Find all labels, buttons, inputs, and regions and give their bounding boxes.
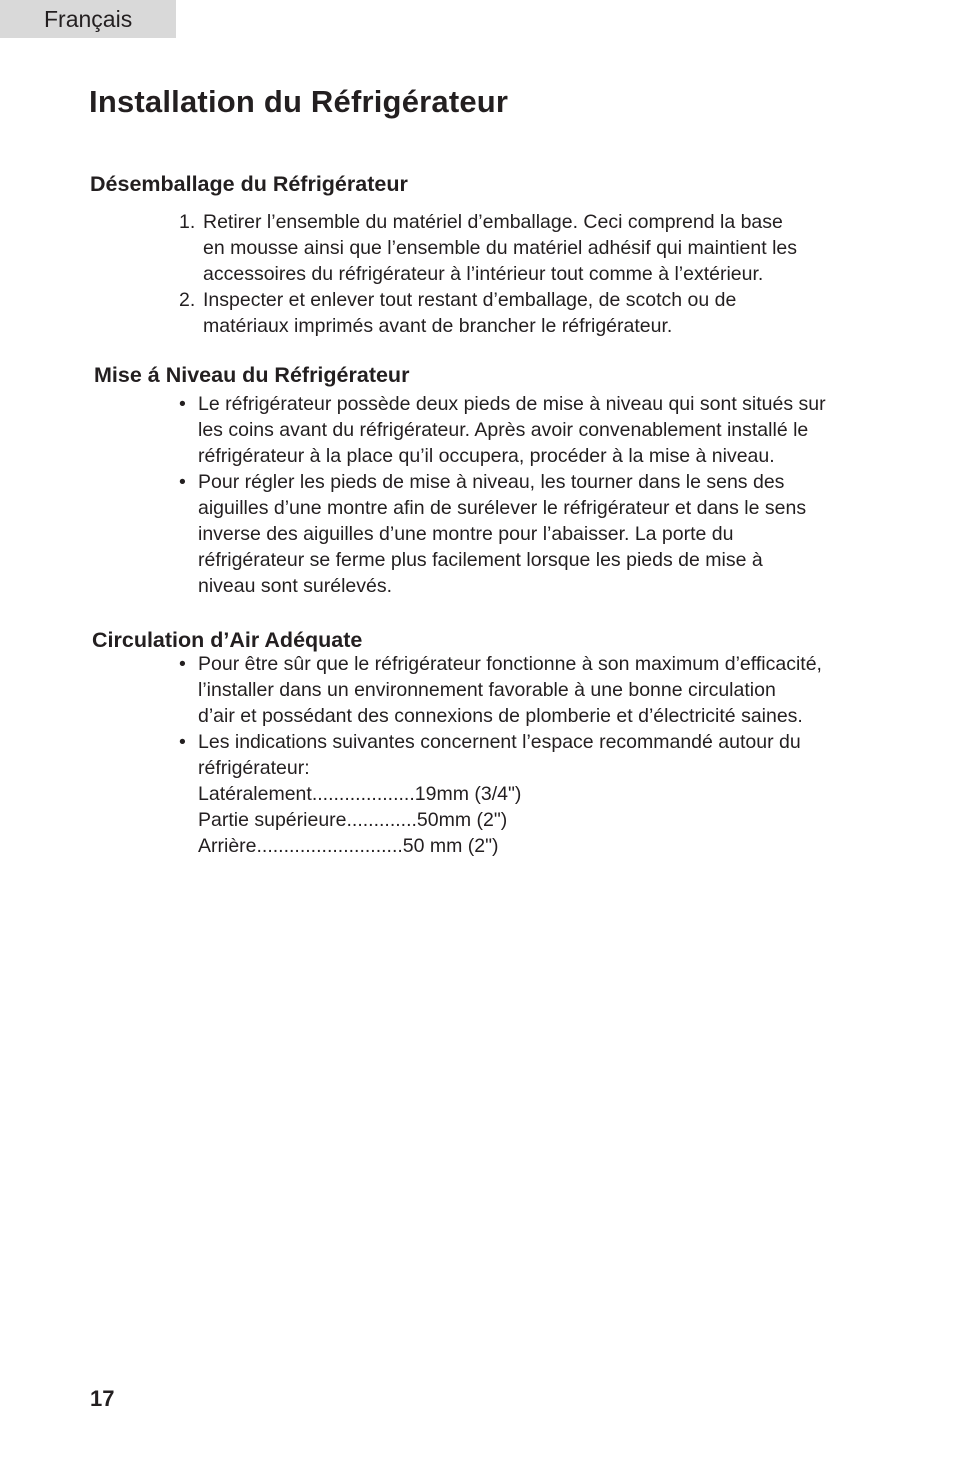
list-item-line: aiguilles d’une montre afin de surélever le réfrigérateur et dans le sens	[198, 497, 807, 519]
list-item	[179, 469, 826, 599]
list-item-line: réfrigérateur:	[198, 757, 310, 779]
list-item-line: réfrigérateur à la place qu’il occupera, procéder à la mise à niveau.	[198, 445, 775, 467]
list-item-line: Les indications suivantes concernent l’espace recommandé autour du	[198, 731, 801, 753]
leveling-bullets-list	[179, 391, 826, 599]
section-heading-air-circulation: Circulation d’Air Adéquate	[92, 628, 363, 652]
list-item-line: d’air et possédant des connexions de plomberie et d’électricité saines.	[198, 705, 803, 727]
list-item	[179, 391, 826, 469]
bullet-icon: •	[179, 393, 186, 415]
list-item	[179, 651, 822, 729]
list-item-line: réfrigérateur se ferme plus facilement lorsque les pieds de mise à	[198, 549, 763, 571]
list-item-line: Retirer l’ensemble du matériel d’emballage. Ceci comprend la base	[203, 211, 783, 233]
bullet-icon: •	[179, 471, 186, 493]
list-item	[179, 209, 797, 287]
list-item-line: l’installer dans un environnement favorable à une bonne circulation	[198, 679, 776, 701]
page-number: 17	[90, 1386, 115, 1411]
clearance-rear: Arrière...........................50 mm (2")	[198, 835, 499, 857]
list-item-line: Pour être sûr que le réfrigérateur fonctionne à son maximum d’efficacité,	[198, 653, 822, 675]
list-item-line: matériaux imprimés avant de brancher le réfrigérateur.	[203, 315, 673, 337]
bullet-icon: •	[179, 653, 186, 675]
section-heading-unpacking: Désemballage du Réfrigérateur	[90, 172, 408, 196]
list-item-line: Inspecter et enlever tout restant d’emballage, de scotch ou de	[203, 289, 737, 311]
section-heading-leveling: Mise á Niveau du Réfrigérateur	[94, 363, 410, 387]
bullet-icon: •	[179, 731, 186, 753]
list-item-line: Pour régler les pieds de mise à niveau, les tourner dans le sens des	[198, 471, 785, 493]
page-title: Installation du Réfrigérateur	[89, 84, 509, 119]
unpacking-steps-list	[179, 209, 797, 339]
list-item	[179, 287, 797, 339]
list-item-line: les coins avant du réfrigérateur. Après avoir convenablement installé le	[198, 419, 809, 441]
list-item	[179, 729, 822, 859]
language-tab: Français	[0, 0, 176, 38]
clearance-lateral: Latéralement...................19mm (3/4")	[198, 783, 522, 805]
list-item-line: en mousse ainsi que l’ensemble du matériel adhésif qui maintient les	[203, 237, 797, 259]
air-circulation-bullets-list	[179, 651, 822, 859]
list-item-marker: 1.	[179, 211, 196, 233]
list-item-line: accessoires du réfrigérateur à l’intérieur tout comme à l’extérieur.	[203, 263, 764, 285]
list-item-marker: 2.	[179, 289, 196, 311]
list-item-line: niveau sont surélevés.	[198, 575, 393, 597]
list-item-line: inverse des aiguilles d’une montre pour l’abaisser. La porte du	[198, 523, 734, 545]
clearance-top: Partie supérieure.............50mm (2")	[198, 809, 508, 831]
list-item-line: Le réfrigérateur possède deux pieds de mise à niveau qui sont situés sur	[198, 393, 826, 415]
